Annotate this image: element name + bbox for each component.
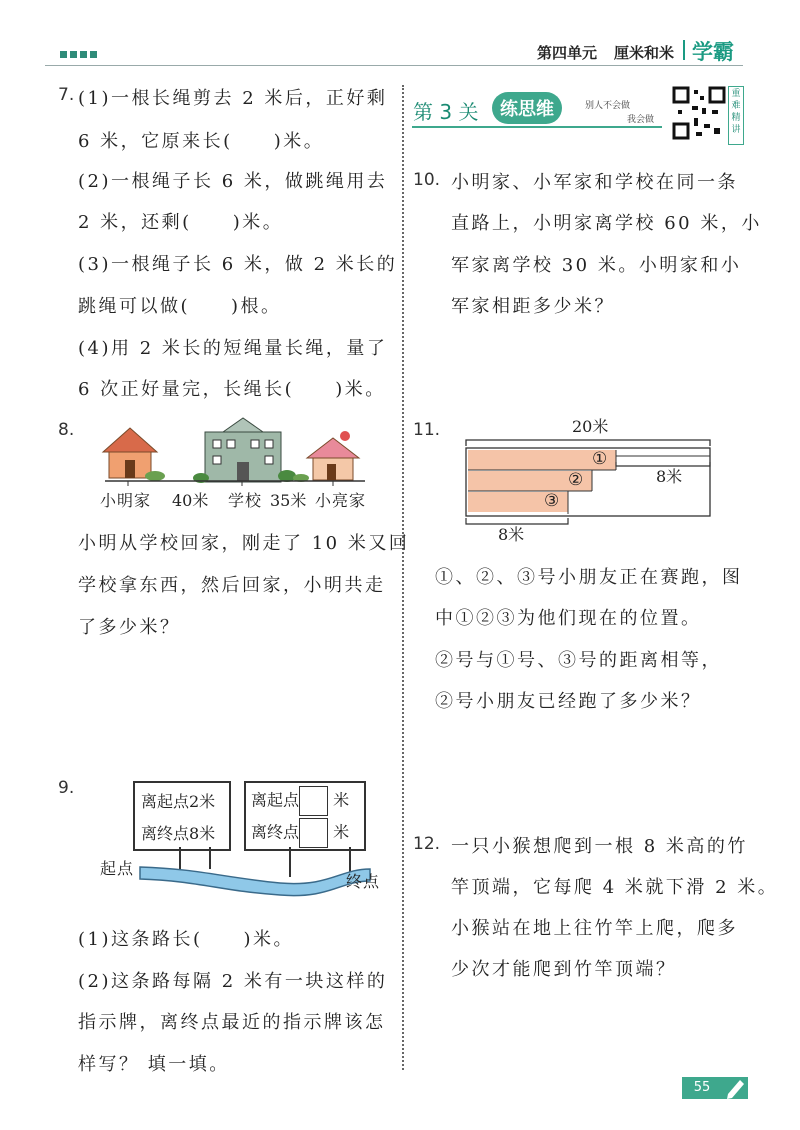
q9-line: 指示牌，离终点最近的指示牌该怎 xyxy=(78,1012,386,1033)
house-icon xyxy=(103,428,165,481)
q8-label: 35米 xyxy=(270,491,307,510)
sign-board xyxy=(244,781,366,851)
q7-line: (2)一根绳子长 6 米，做跳绳用去 xyxy=(78,171,388,192)
column-divider xyxy=(402,85,404,1070)
q7-line: 跳绳可以做( )根。 xyxy=(78,296,282,317)
header-rule xyxy=(45,65,743,66)
q8-label: 学校 xyxy=(228,491,263,510)
q9-line: 样写？ 填一填。 xyxy=(78,1054,230,1075)
level-underline xyxy=(412,126,662,128)
q8-label: 小明家 xyxy=(100,491,152,510)
q9-line: (1)这条路长( )米。 xyxy=(78,929,295,950)
q12-line: 一只小猴想爬到一根 8 米高的竹 xyxy=(451,836,748,857)
page-number: 55 xyxy=(682,1077,722,1099)
q8-illustration xyxy=(95,410,385,490)
q11-line: ②号与①号、③号的距离相等， xyxy=(435,650,722,671)
sign-text: 离起点 xyxy=(251,790,300,810)
sign-text: 离终点8米 xyxy=(141,824,216,843)
q11-line: 中①②③为他们现在的位置。 xyxy=(435,608,702,629)
q11-line: ②号小朋友已经跑了多少米？ xyxy=(435,691,702,712)
q10-line: 军家相距多少米？ xyxy=(451,296,615,317)
question-number: 10. xyxy=(413,170,441,190)
sign-text: 离起点2米 xyxy=(141,792,216,811)
level-badge: 练思维 xyxy=(492,92,562,124)
q10-line: 小明家、小军家和学校在同一条 xyxy=(451,172,738,193)
sign-row xyxy=(251,818,349,848)
header-square xyxy=(80,51,87,58)
house-icon xyxy=(293,431,359,482)
header-square xyxy=(90,51,97,58)
question-number: 8. xyxy=(58,420,75,440)
sign-row xyxy=(251,786,349,816)
q7-line: (3)一根绳子长 6 米，做 2 米长的 xyxy=(78,254,398,275)
q7-line: 6 米，它原来长( )米。 xyxy=(78,131,325,152)
question-number: 7. xyxy=(58,85,75,105)
question-number: 12. xyxy=(413,834,441,854)
question-number: 9. xyxy=(58,778,75,798)
header-square xyxy=(70,51,77,58)
level-title: 第 3 关 xyxy=(413,100,479,124)
q12-line: 竿顶端，它每爬 4 米就下滑 2 米。 xyxy=(451,877,779,898)
qr-code-icon[interactable] xyxy=(672,86,726,140)
q8-line: 学校拿东西，然后回家，小明共走 xyxy=(78,575,386,596)
unit-title: 第四单元 xyxy=(537,44,598,62)
diagram-label: 20米 xyxy=(572,417,609,436)
q7-line: (1)一根长绳剪去 2 米后，正好剩 xyxy=(78,88,388,109)
answer-box[interactable] xyxy=(299,786,328,816)
level-note: 别人不会做 xyxy=(585,101,631,111)
q8-line: 了多少米？ xyxy=(78,617,181,638)
sign-board xyxy=(133,781,231,851)
q10-line: 直路上，小明家离学校 60 米，小 xyxy=(451,213,762,234)
diagram-label: 8米 xyxy=(656,467,683,486)
topic-title: 厘米和米 xyxy=(614,44,675,62)
q12-line: 少次才能爬到竹竿顶端？ xyxy=(451,959,677,980)
q7-line: 6 次正好量完，长绳长( )米。 xyxy=(78,379,386,400)
diagram-label: 8米 xyxy=(498,525,525,544)
header-square xyxy=(60,51,67,58)
q8-label: 40米 xyxy=(172,491,209,510)
q9-line: (2)这条路每隔 2 米有一块这样的 xyxy=(78,971,388,992)
q11-line: ①、②、③号小朋友正在赛跑，图 xyxy=(435,567,743,588)
position-marker: ① xyxy=(592,449,608,469)
pencil-icon xyxy=(722,1074,748,1102)
answer-box[interactable] xyxy=(299,818,328,848)
start-label: 起点 xyxy=(100,859,135,878)
q10-line: 军家离学校 30 米。小明家和小 xyxy=(451,255,742,276)
q7-line: (4)用 2 米长的短绳量长绳，量了 xyxy=(78,338,388,359)
sign-text: 离终点 xyxy=(251,822,300,842)
position-marker: ③ xyxy=(544,491,560,511)
q8-label: 小亮家 xyxy=(315,491,367,510)
position-marker: ② xyxy=(568,470,584,490)
sign-unit: 米 xyxy=(333,790,350,810)
school-icon xyxy=(193,418,296,483)
q8-line: 小明从学校回家，刚走了 10 米又回 xyxy=(78,533,410,554)
level-note: 我会做 xyxy=(627,115,655,125)
side-label: 重难精讲 xyxy=(728,86,744,145)
q7-line: 2 米，还剩( )米。 xyxy=(78,212,284,233)
sign-unit: 米 xyxy=(333,822,350,842)
question-number: 11. xyxy=(413,420,441,440)
header-separator xyxy=(683,40,685,60)
q12-line: 小猴站在地上往竹竿上爬，爬多 xyxy=(451,918,738,939)
end-label: 终点 xyxy=(346,872,381,891)
brand-logo: 学霸 xyxy=(692,40,734,64)
